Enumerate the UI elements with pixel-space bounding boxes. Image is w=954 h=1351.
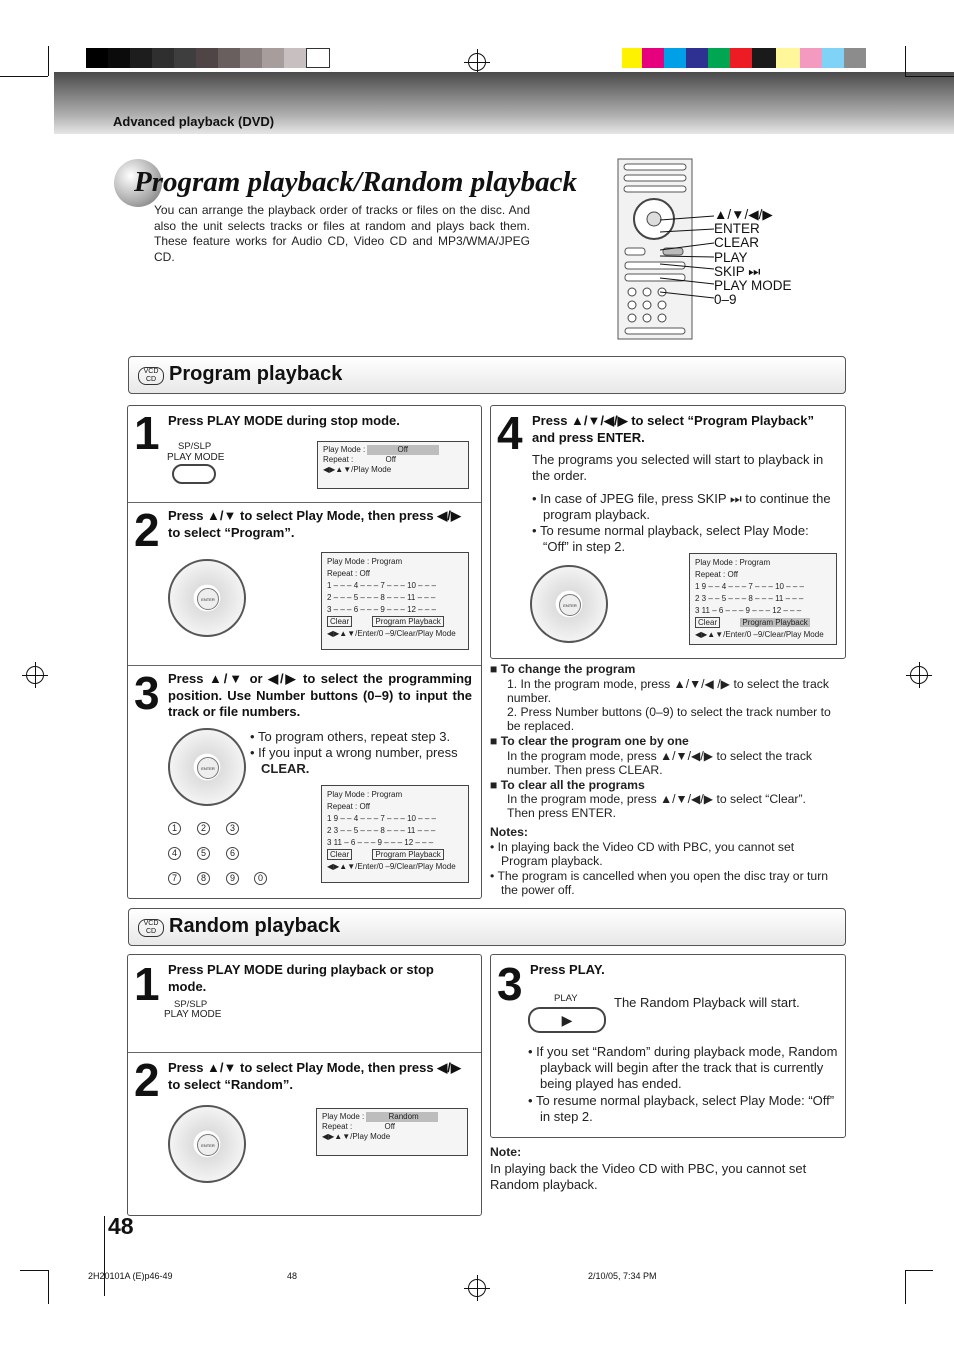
body-text: The programs you selected will start to playback in the order. [532, 452, 824, 483]
registration-mark-bottom [468, 1279, 486, 1297]
registration-mark-top [468, 53, 486, 71]
step-number: 2 [134, 504, 160, 556]
step-number: 1 [134, 958, 160, 1010]
osd-screen: Play Mode : Program Repeat : Off 1 9 – – 4 – – – 7 – – – 10 – – – 2 3 – – 5 – – – 8 – – – 11 – – – 3 11 – 6 – – – 9 – – – 12 – – – Clear Program Playback ◀▶▲▼/Enter/0 –9/Clear/Play Mode [689, 553, 837, 645]
registration-mark-right [910, 666, 928, 684]
direction-pad-icon: ENTER [168, 1105, 246, 1183]
footer-left: 2H20101A (E)p46-49 [88, 1271, 173, 1281]
remote-callout-lines [660, 212, 716, 302]
number-button: 5 [197, 847, 210, 860]
number-button: 0 [254, 872, 267, 885]
play-mode-button[interactable] [172, 464, 216, 484]
button-caption: PLAY [554, 993, 578, 1004]
note-title: Note: [490, 1145, 522, 1159]
number-button: 4 [168, 847, 181, 860]
osd-screen: Play Mode : Program Repeat : Off 1 9 – – 4 – – – 7 – – – 10 – – – 2 3 – – 5 – – – 8 – – – 11 – – – 3 11 – 6 – – – 9 – – – 12 – – – Clear Program Playback ◀▶▲▼/Enter/0 –9/Clear/Play Mode [321, 785, 469, 883]
number-button: 3 [226, 822, 239, 835]
program-section-header [128, 356, 846, 394]
registration-mark-left [26, 666, 44, 684]
bullet-text: • To resume normal playback, select Play Mode: “Off” in step 2. [532, 523, 809, 554]
number-button: 7 [168, 872, 181, 885]
intro-text: You can arrange the playback order of tracks or files on the disc. And also the unit selects tracks or files at random and plays back them. These feature works for Audio CD, Video CD and MP3/WMA/JPEG CD. [154, 203, 530, 264]
play-icon: ▶ [561, 1012, 573, 1028]
random-section-title: Random playback [169, 915, 341, 937]
page-title: Program playback/Random playback [134, 166, 578, 198]
direction-pad-icon: ENTER [168, 559, 246, 637]
step-text: Press ▲/▼ to select Play Mode, then press ◀/▶ to select “Program”. [168, 508, 461, 540]
step-text: Press ▲/▼ to select Play Mode, then press ◀/▶ to select “Random”. [168, 1060, 461, 1092]
osd-screen: Play Mode : Program Repeat : Off 1 – – – 4 – – – 7 – – – 10 – – – 2 – – – 5 – – – 8 – – – 11 – – – 3 – – – 6 – – – 9 – – – 12 – – – Clear Program Playback ◀▶▲▼/Enter/0 –9/Clear/Play Mode [321, 552, 469, 650]
button-caption: PLAY MODE [167, 452, 225, 463]
step-text: Press ▲/▼/◀/▶ to select “Program Playback” and press ENTER. [532, 413, 815, 445]
osd-screen: Play Mode : Random Repeat : Off ◀▶▲▼/Play Mode [316, 1108, 468, 1156]
note-text: In playing back the Video CD with PBC, you cannot set Random playback. [490, 1161, 807, 1192]
body-text: The Random Playback will start. [614, 995, 800, 1010]
bullet-text: • In case of JPEG file, press SKIP ⏭ to continue the program playback. [532, 491, 831, 522]
osd-screen: Play Mode : Off Repeat : Off ◀▶▲▼/Play Mode [317, 441, 469, 489]
step-number: 3 [134, 667, 160, 719]
footer-right: 2/10/05, 7:34 PM [588, 1271, 657, 1281]
random-step3-box [490, 954, 846, 1138]
number-button: 8 [197, 872, 210, 885]
button-caption: SP/SLP [174, 999, 208, 1010]
step-text: Press PLAY MODE during playback or stop mode. [168, 962, 434, 994]
step-number: 3 [497, 958, 523, 1010]
bullet-text: • If you set “Random” during playback mode, Random playback will begin after the track that is currently being played has ended. [528, 1044, 838, 1091]
play-button[interactable] [528, 1007, 606, 1033]
number-button: 1 [168, 822, 181, 835]
button-caption: PLAY MODE [164, 1009, 222, 1020]
page-number: 48 [108, 1213, 134, 1239]
number-button: 2 [197, 822, 210, 835]
header-label: Advanced playback (DVD) [113, 114, 275, 129]
random-section-header [128, 908, 846, 946]
bullet-text: • To program others, repeat step 3. [250, 729, 451, 744]
step-text: Press PLAY MODE during stop mode. [168, 413, 400, 428]
direction-pad-icon: ENTER [168, 728, 246, 806]
random-steps-box [127, 954, 482, 1216]
bullet-text: CLEAR. [261, 761, 310, 776]
step-number: 4 [497, 407, 523, 459]
page-number-rule [104, 1216, 105, 1296]
number-button: 9 [226, 872, 239, 885]
remote-labels: ▲/▼/◀/▶ ENTER CLEAR PLAY SKIP ⏭ PLAY MODE 0–9 [714, 207, 792, 308]
vcd-cd-icon: VCD CD [138, 367, 164, 385]
step-text: Press PLAY. [530, 962, 605, 977]
footer-center: 48 [287, 1271, 298, 1281]
bullet-text: • To resume normal playback, select Play Mode: “Off” in step 2. [528, 1093, 835, 1124]
bullet-text: • If you input a wrong number, press [250, 745, 458, 760]
step-text: Press ▲/▼ or ◀/▶ to select the programming position. Use Number buttons (0–9) to input the track or file numbers. [168, 671, 472, 719]
direction-pad-icon: ENTER [530, 565, 608, 643]
number-button: 6 [226, 847, 239, 860]
step-number: 1 [134, 407, 160, 459]
button-caption: SP/SLP [178, 441, 212, 452]
program-section-title: Program playback [169, 363, 343, 385]
program-steps-box [127, 405, 482, 899]
vcd-cd-icon: VCD CD [138, 919, 164, 937]
step-number: 2 [134, 1054, 160, 1106]
program-step4-box [490, 405, 846, 659]
